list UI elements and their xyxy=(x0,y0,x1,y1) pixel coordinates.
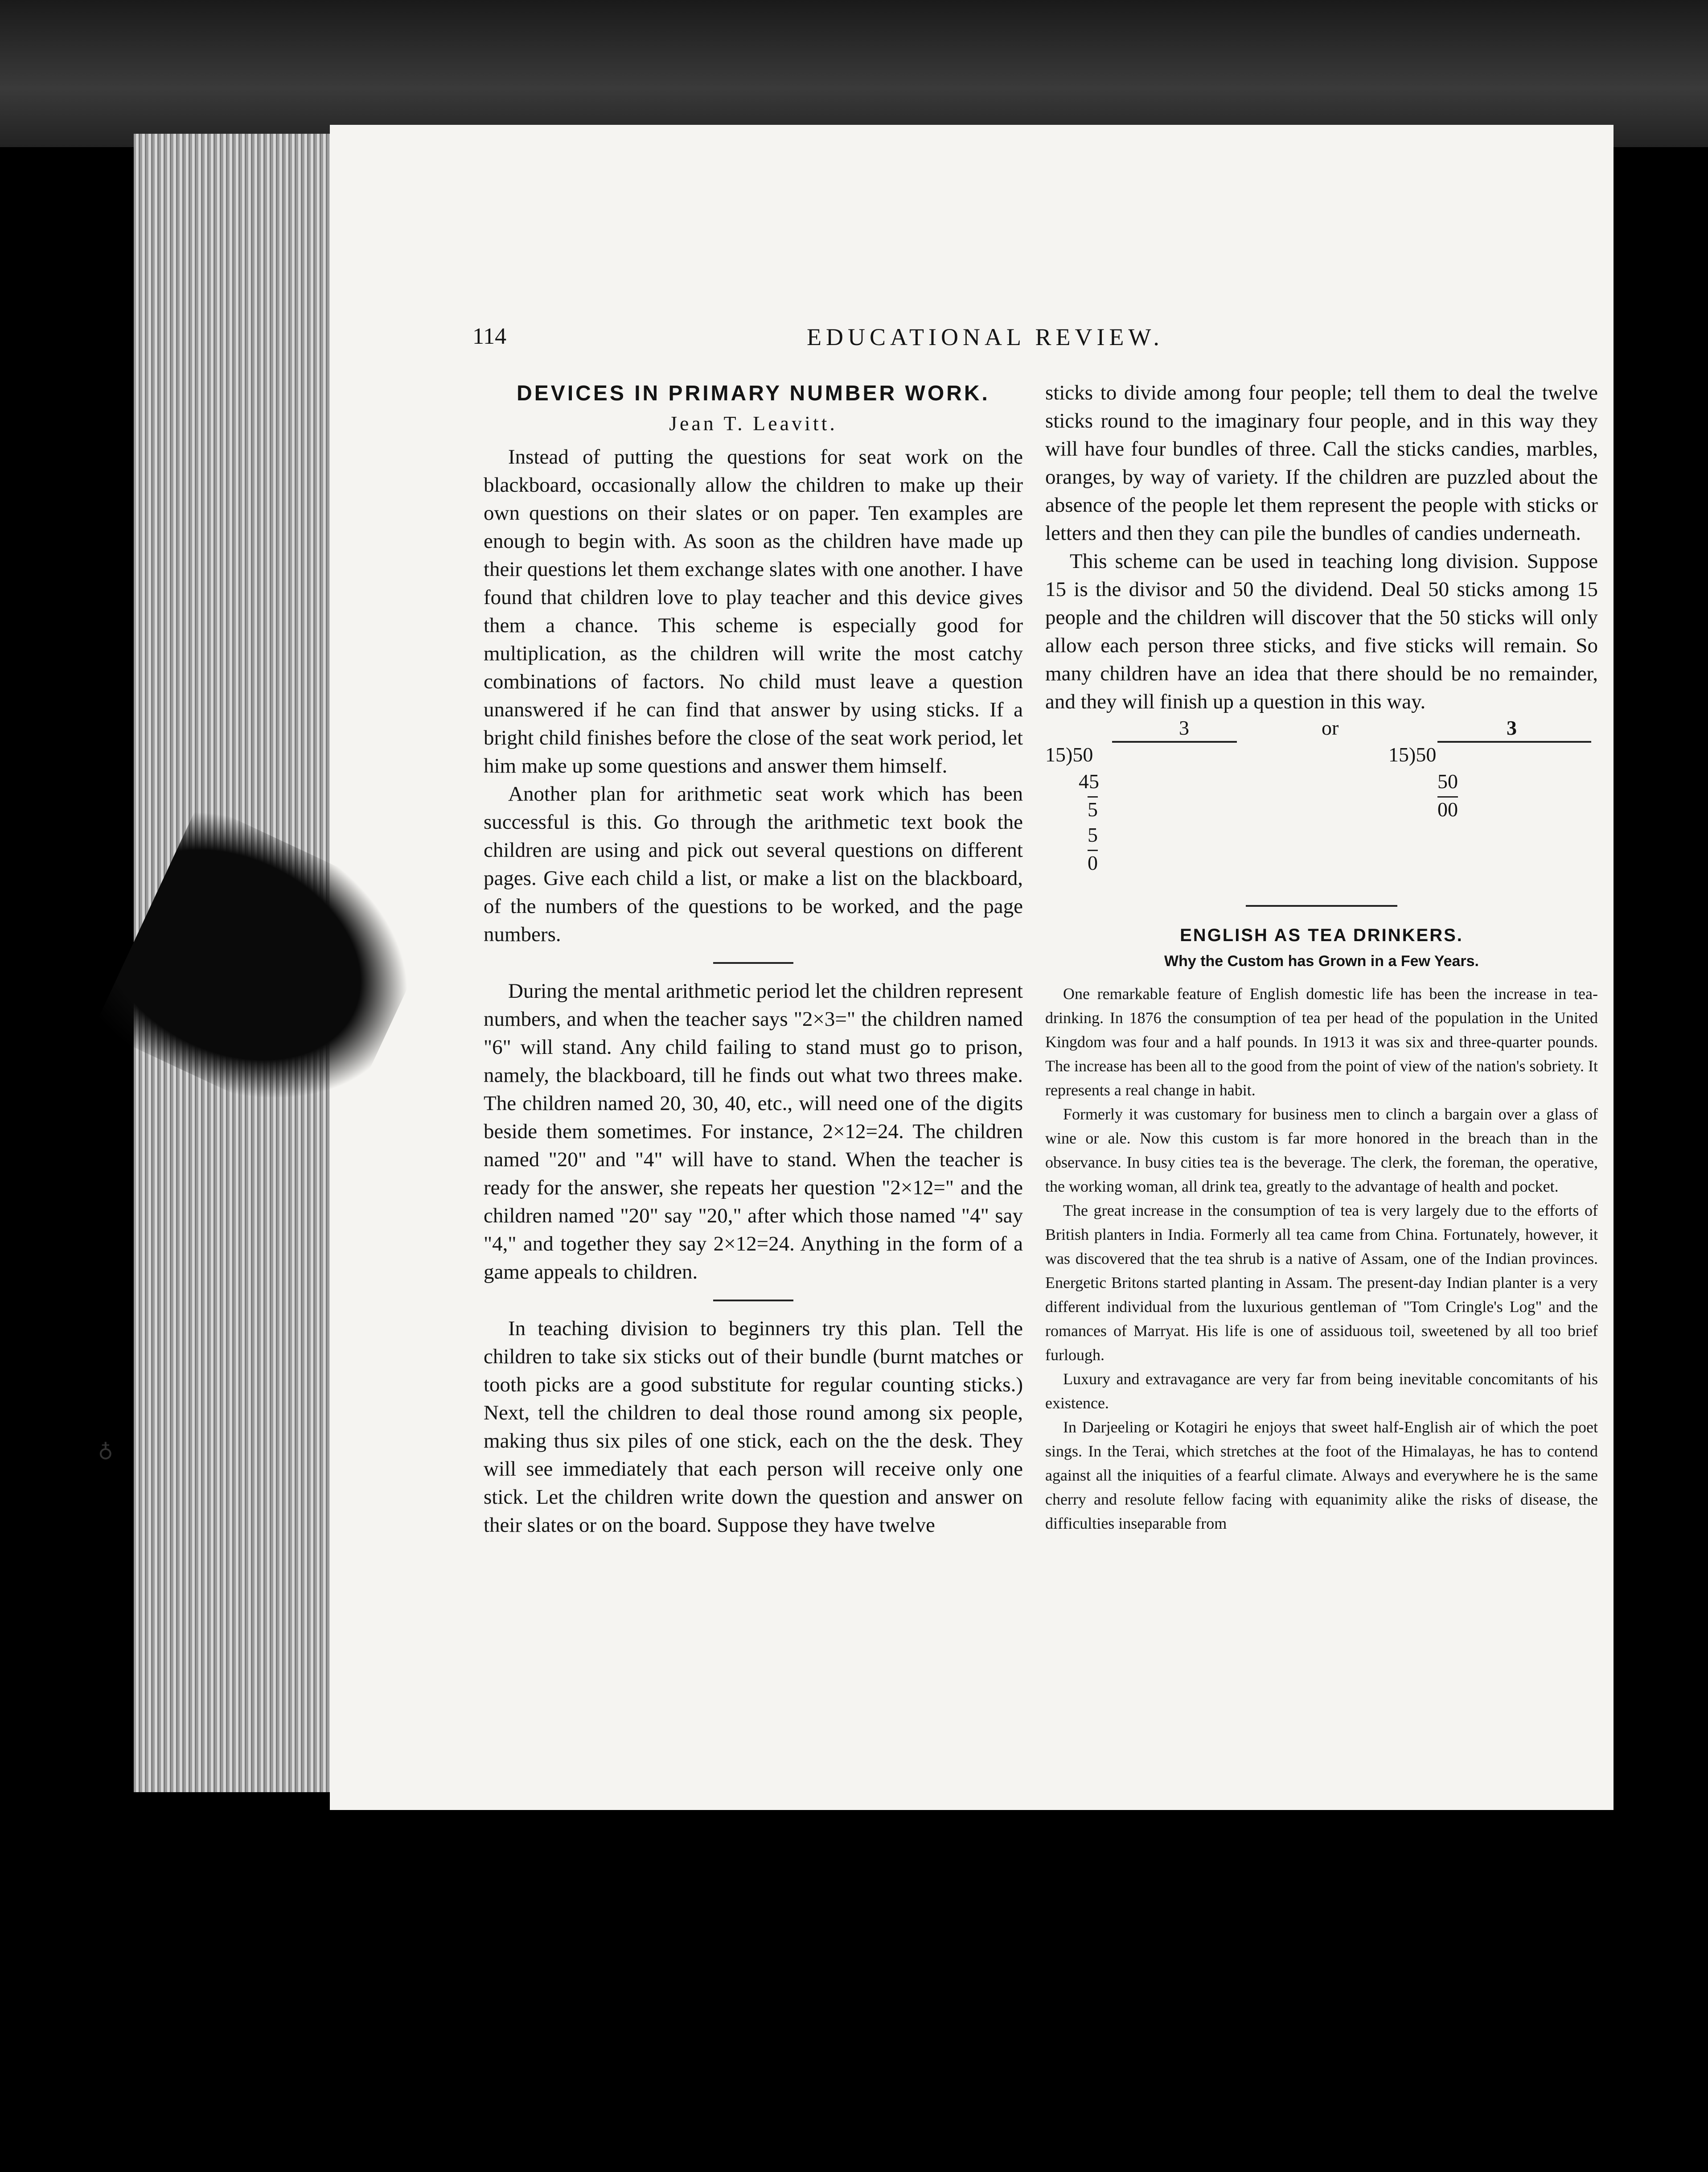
paragraph: The great increase in the consumption of tea is very largely due to the efforts of British planters in India. Formerly all tea came from China. Fortunately, however, it was discovered that the tea shrub is a native of Assam, one of the Indian provinces. Energetic Britons started planting in Assam. The present-day Indian planter is a very different individual from the luxurious gentleman of "Tom Cringle's Log" and the romances of Marryat. His life is one of assiduous toil, sweetened by all too brief furlough. xyxy=(1045,1201,1598,1364)
division-or: or xyxy=(1322,716,1339,739)
paragraph: Another plan for arithmetic seat work which has been successful is this. Go through the arithmetic text book the children are using and pick out several questions on different pages. Give each child a list, or make a list on the blackboard, of the numbers of the questions to be worked, and the page numbers. xyxy=(484,782,1023,946)
right-column xyxy=(1045,379,1598,1535)
division-bar xyxy=(1437,741,1591,743)
paragraph: This scheme can be used in teaching long division. Suppose 15 is the divisor and 50 the dividend. Deal 50 sticks among 15 people and the children will discover that the 50 sticks will only allow each person three sticks, and five sticks will remain. So many children have an idea that there should be no remainder, and they will finish up a question in this way. xyxy=(1045,550,1598,713)
paragraph: One remarkable feature of English domestic life has been the increase in tea-drinking. In 1876 the consumption of tea per head of the population in the United Kingdom was four and a half pounds. In 1913 it was six and three-quarter pounds. The increase has been all to the good from the point of view of the nation's sobriety. It represents a real change in habit. xyxy=(1045,985,1598,1099)
section-divider xyxy=(713,962,793,964)
division-dividend: 15)50 xyxy=(1045,743,1093,766)
margin-mark: ♁ xyxy=(98,1441,113,1464)
division-step: 5 xyxy=(1088,796,1098,821)
division-step: 00 xyxy=(1437,796,1458,821)
division-dividend: 15)50 xyxy=(1388,743,1437,766)
paragraph: Instead of putting the questions for seat work on the blackboard, occasionally allow the children to make up their own questions on their slates or on paper. Ten examples are enough to begin with. As soon as the children have made up their questions let them exchange slates with one another. I have found that children love to play teacher and this device gives them a chance. This scheme is especially good for multiplication, as the children will write the most catchy combinations of factors. No child must leave a question unanswered if he can find that answer by using sticks. If a bright child finishes before the close of the seat work period, let him make up some questions and answer them himself. xyxy=(484,445,1023,777)
section-divider xyxy=(713,1300,793,1301)
paragraph: Formerly it was customary for business men to clinch a bargain over a glass of wine or ale. Now this custom is far more honored in the breach than in the observance. In busy cities tea is the beverage. The clerk, the foreman, the operative, the working woman, all drink tea, greatly to the advantage of health and pocket. xyxy=(1045,1105,1598,1195)
division-step: 0 xyxy=(1088,850,1098,875)
division-step: 45 xyxy=(1079,770,1099,793)
paragraph: In Darjeeling or Kotagiri he enjoys that sweet half-English air of which the poet sings. In the Terai, which stretches at the foot of the Himalayas, he has to contend against all the iniquities of a fearful climate. Always and everywhere he is the same cherry and resolute fellow facing with equanimity alike the risks of disease, the difficulties inseparable from xyxy=(1045,1418,1598,1532)
division-step: 5 xyxy=(1088,823,1098,846)
article-subtitle: Why the Custom has Grown in a Few Years. xyxy=(1164,953,1479,970)
page-header xyxy=(472,323,1605,354)
article-author: Jean T. Leavitt. xyxy=(669,412,838,435)
article-title: ENGLISH AS TEA DRINKERS. xyxy=(1180,926,1463,945)
division-quotient: 3 xyxy=(1507,716,1517,739)
long-division-examples xyxy=(1045,716,1598,890)
division-bar xyxy=(1112,741,1237,743)
section-divider xyxy=(1246,905,1397,907)
left-column xyxy=(484,379,1023,1539)
running-title: EDUCATIONAL REVIEW. xyxy=(807,324,1164,350)
paragraph: During the mental arithmetic period let the children represent numbers, and when the teacher says "2×3=" the children named "6" will stand. Any child failing to stand must go to prison, namely, the blackboard, till he finds out what two threes make. The children named 20, 30, 40, etc., will need one of the digits beside them sometimes. For instance, 2×12=24. The children named "20" and "4" will have to stand. When the teacher is ready for the answer, she repeats her question "2×12=" and the children named "20" say "20," after which those named "4" say "4," and together they say 2×12=24. Anything in the form of a game appeals to children. xyxy=(484,979,1023,1283)
page-number: 114 xyxy=(472,324,507,349)
paragraph: Luxury and extravagance are very far from being inevitable concomitants of his existence. xyxy=(1045,1370,1598,1412)
paragraph: In teaching division to beginners try this plan. Tell the children to take six sticks out of their bundle (burnt matches or tooth picks are a good substitute for regular counting sticks.) Next, tell the children to deal those round among six people, making thus six piles of one stick, each on the the desk. They will see immediately that each person will receive only one stick. Let the children write down the question and answer on their slates or on the board. Suppose they have twelve xyxy=(484,1317,1023,1537)
division-step: 50 xyxy=(1437,770,1458,793)
paragraph: sticks to divide among four people; tell them to deal the twelve sticks round to the imaginary four people, and in this way they will have four bundles of three. Call the sticks candies, marbles, oranges, by way of variety. If the children are puzzled about the absence of the people let them represent the people with sticks or letters and then they can pile the bundles of candies underneath. xyxy=(1045,381,1598,545)
article-title: DEVICES IN PRIMARY NUMBER WORK. xyxy=(517,382,990,405)
division-quotient: 3 xyxy=(1179,716,1189,739)
